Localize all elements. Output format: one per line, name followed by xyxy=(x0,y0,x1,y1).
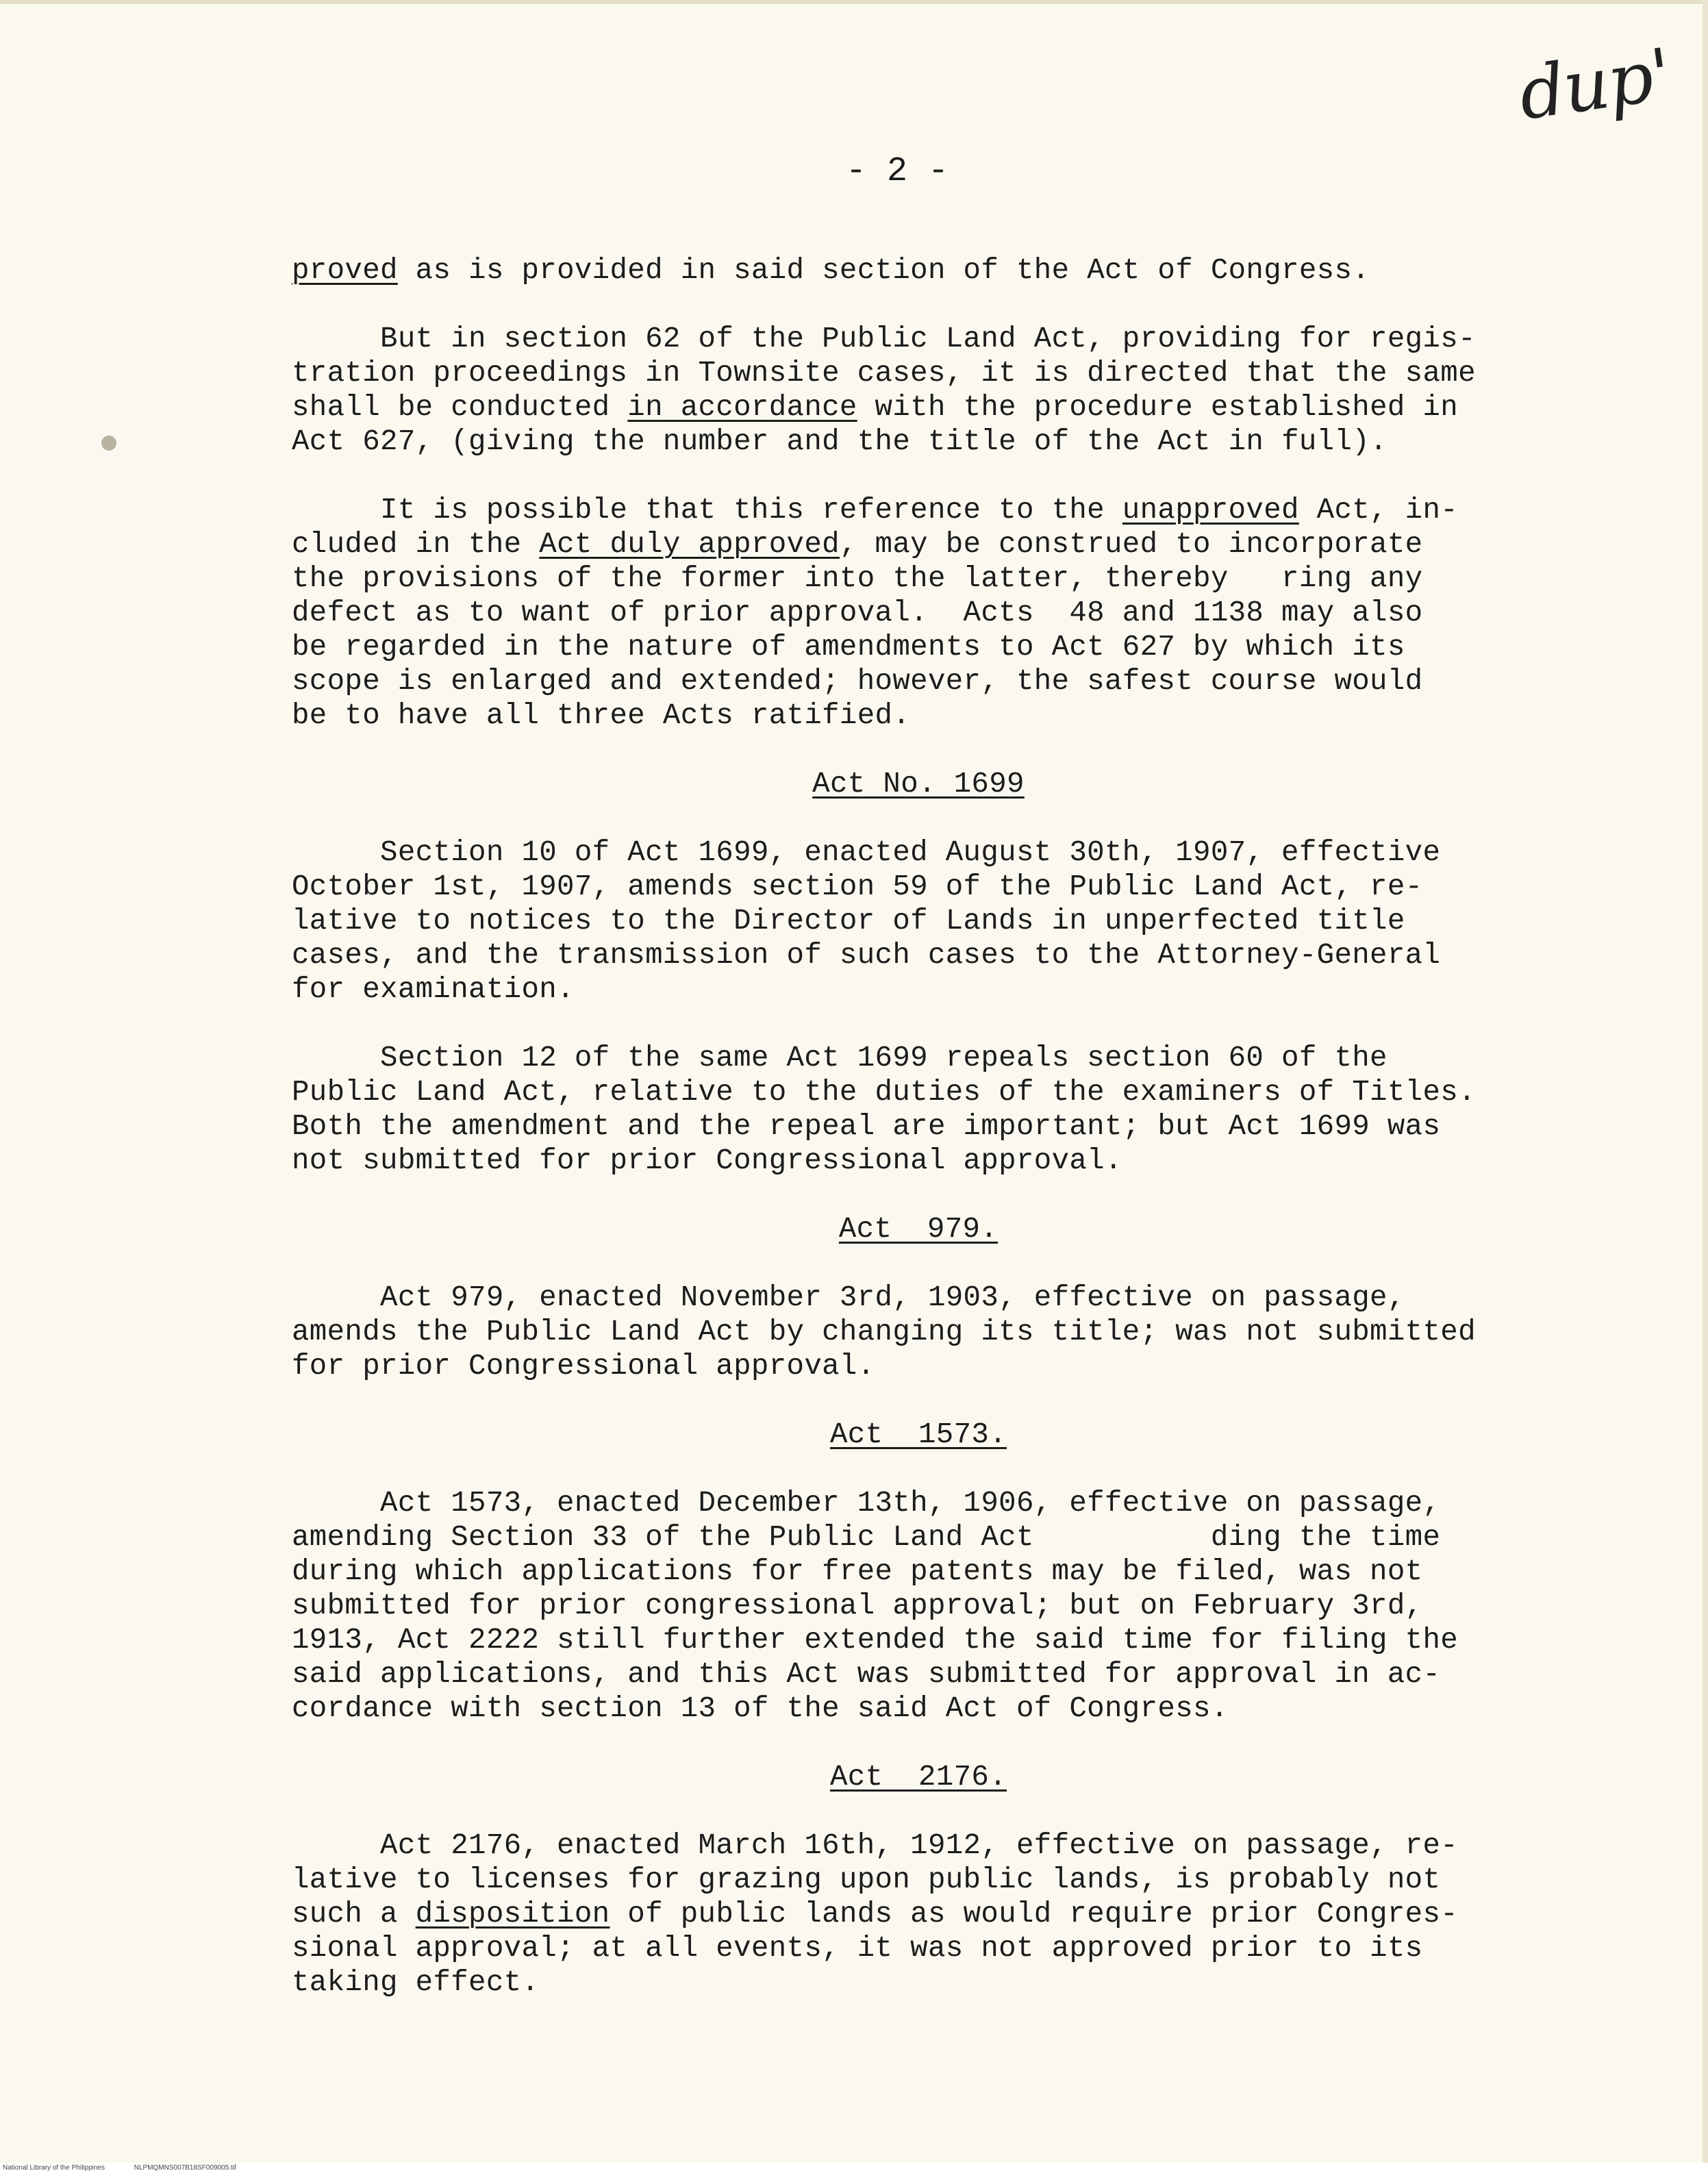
text-line: Act 1573, enacted December 13th, 1906, effective on passage, xyxy=(292,1487,1441,1520)
text-line: tration proceedings in Townsite cases, it is directed that the same xyxy=(292,357,1476,390)
text-line: October 1st, 1907, amends section 59 of the Public Land Act, re- xyxy=(292,870,1423,903)
text-line: Act 627, (giving the number and the title of the Act in full). xyxy=(292,425,1387,458)
text-line xyxy=(292,253,1545,288)
text-line: Section 10 of Act 1699, enacted August 30th, 1907, effective xyxy=(292,836,1441,869)
scan-footer xyxy=(0,2163,1708,2173)
paragraph-gap xyxy=(292,733,1545,767)
text-line: scope is enlarged and extended; however, the safest course would xyxy=(292,665,1423,698)
text-line: amends the Public Land Act by changing its title; was not submitted xyxy=(292,1316,1476,1348)
handwritten-annotation: dup' xyxy=(1514,32,1676,136)
underlined-phrase: in accordance xyxy=(627,391,857,424)
paragraph-gap xyxy=(292,1726,1545,1760)
text-line: not submitted for prior Congressional approval. xyxy=(292,1144,1122,1177)
paragraph-gap xyxy=(292,288,1545,322)
text-line: taking effect. xyxy=(292,1966,540,1999)
section-heading xyxy=(292,1418,1545,1452)
typed-body-text xyxy=(292,253,1545,2000)
text-line: cluded in the Act duly approved, may be construed to incorporate xyxy=(292,528,1423,561)
paragraph-gap xyxy=(292,1178,1545,1212)
text-line: such a disposition of public lands as would require prior Congres- xyxy=(292,1898,1459,1931)
paragraph-gap xyxy=(292,1383,1545,1418)
paragraph-gap xyxy=(292,1794,1545,1829)
page-number: - 2 - xyxy=(845,152,949,191)
text-line: It is possible that this reference to the unapproved Act, in- xyxy=(292,494,1459,527)
text-line: amending Section 33 of the Public Land Act ding the time xyxy=(292,1521,1441,1554)
section-heading-text: Act No. 1699 xyxy=(812,768,1025,801)
text-line: lative to licenses for grazing upon public lands, is probably not xyxy=(292,1863,1441,1896)
section-heading-text: Act 1573. xyxy=(829,1418,1007,1451)
section-heading xyxy=(292,767,1545,801)
text-line: Act 2176, enacted March 16th, 1912, effective on passage, re- xyxy=(292,1829,1459,1862)
text-line: for examination. xyxy=(292,973,575,1006)
underlined-phrase: unapproved xyxy=(1122,494,1299,527)
text-line: Act 979, enacted November 3rd, 1903, effective on passage, xyxy=(292,1281,1405,1314)
text-line: the provisions of the former into the latter, thereby ring any xyxy=(292,562,1423,595)
text-line: Section 12 of the same Act 1699 repeals section 60 of the xyxy=(292,1042,1387,1075)
text-line: during which applications for free patents may be filed, was not xyxy=(292,1555,1423,1588)
scan-right-edge xyxy=(1703,0,1708,2173)
text-line: Both the amendment and the repeal are important; but Act 1699 was xyxy=(292,1110,1441,1143)
text-line: be regarded in the nature of amendments to Act 627 by which its xyxy=(292,631,1405,664)
section-heading-text: Act 2176. xyxy=(829,1761,1007,1794)
paragraph-gap xyxy=(292,1246,1545,1281)
text-line: lative to notices to the Director of Lands in unperfected title xyxy=(292,905,1405,938)
section-heading-text: Act 979. xyxy=(838,1213,999,1246)
paragraph-gap xyxy=(292,459,1545,493)
text-line: defect as to want of prior approval. Acts 48 and 1138 may also xyxy=(292,596,1423,629)
paragraph-gap xyxy=(292,1007,1545,1041)
footer-file-name: NLPMQMNS007B18SF009005.tif xyxy=(134,2164,236,2172)
scan-top-edge xyxy=(0,0,1708,4)
underlined-phrase: Act duly approved xyxy=(539,528,840,561)
text-line: said applications, and this Act was submitted for approval in ac- xyxy=(292,1658,1441,1691)
text-line: 1913, Act 2222 still further extended the said time for filing the xyxy=(292,1624,1459,1657)
text-line: be to have all three Acts ratified. xyxy=(292,699,911,732)
text-line: But in section 62 of the Public Land Act, providing for regis- xyxy=(292,323,1476,355)
underlined-word: proved xyxy=(292,254,398,287)
footer-institution: National Library of the Philippines xyxy=(3,2164,105,2172)
text-line: cordance with section 13 of the said Act of Congress. xyxy=(292,1692,1229,1725)
text-line: cases, and the transmission of such cases to the Attorney-General xyxy=(292,939,1441,972)
section-heading xyxy=(292,1212,1545,1246)
paragraph-gap xyxy=(292,801,1545,836)
text-line: sional approval; at all events, it was not approved prior to its xyxy=(292,1932,1423,1965)
paragraph-gap xyxy=(292,1452,1545,1486)
section-heading xyxy=(292,1760,1545,1794)
punch-hole-mark xyxy=(101,436,116,451)
text-line: submitted for prior congressional approval; but on February 3rd, xyxy=(292,1590,1423,1622)
text-line: shall be conducted in accordance with the procedure established in xyxy=(292,391,1459,424)
text-fragment: as is provided in said section of the Act of Congress. xyxy=(397,254,1370,287)
text-line: for prior Congressional approval. xyxy=(292,1350,875,1383)
text-line: Public Land Act, relative to the duties of the examiners of Titles. xyxy=(292,1076,1476,1109)
underlined-phrase: disposition xyxy=(415,1898,610,1931)
